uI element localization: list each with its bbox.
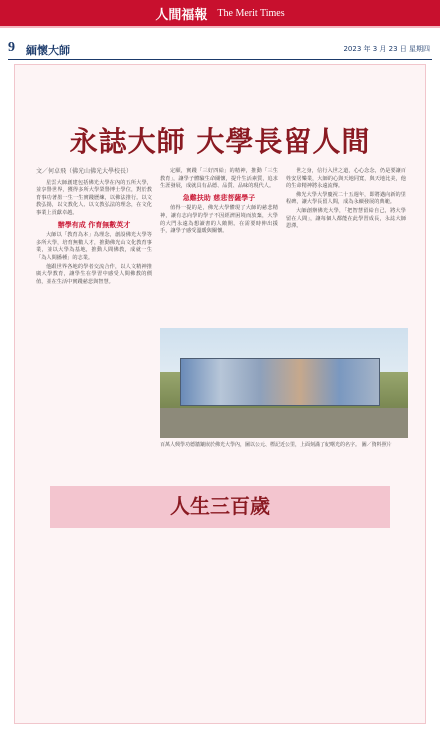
article1-paragraph: 大師創辦佛光大學，「把智慧留給自己，將大學留在人間」，讓每個人都能在此學習成長，永誌大師恩澤。 [286,207,406,230]
publication-name-en: The Merit Times [217,7,285,19]
page-header [0,40,440,58]
article1-byline: 文／何卓飛（佛光山佛光大學校長） [36,168,133,175]
article1-title: 永誌大師 大學長留人間 [69,125,371,158]
page-number: 9 [8,40,15,55]
article1-photo [160,328,408,438]
article1-paragraph: 世之身，信行入世之道，心心念念，仍是要讓百姓安居樂業，大師的心與天地同寬，與天地比美，他的生命精神將永遠流傳。 [286,168,406,190]
masthead-divider [0,26,440,28]
mural-wall-image [180,358,380,406]
article1-column-3 [286,168,406,232]
article1-subhead-1: 辦學有成 作育無數英才 [57,220,131,229]
article1-paragraph: 大師以「教育為本」為理念，創設佛光大學等多所大學，培育無數人才，推動佛光山文化教育事業，並以大學為基地，推動人間佛教，成就一生「為人間播種」的志業。 [36,232,152,261]
article1-column-1 [36,168,152,287]
article1-subhead-2: 急難扶助 慈悲菩薩學子 [182,193,256,202]
article2-title: 人生三百歲 [170,494,270,518]
article1-paragraph: 值得一提的是，佛光大學體現了大師的慈悲精神，讓有志向學的學子不因經濟困境而放棄，大學的大門永遠為想讀書的人敞開。在需要時伸出援手，讓學子感受溫暖與關懷。 [160,205,278,235]
section-title: 緬懷大師 [26,44,70,57]
article1-paragraph: 他跟世界各地的學者交流合作，以人文精神推廣大學教育，讓學生在學習中感受人間佛教的價值，並在生活中實踐慈悲與智慧。 [36,263,152,285]
issue-date: 2023 年 3 月 23 日 星期四 [343,45,430,53]
photo-caption: 百萬人興學功德牆鑲嵌於佛光大學內，圖以公元、標記近公里，上面刻滿了紀曙光的名字。 圖／資料照片 [160,442,392,448]
article1-paragraph: 定願，實踐「三好四給」的精神，推動「三生教育」，讓學子體驗生命關懷，提升生活素質，追求生涯發展，成就具有品德、品質、品味的現代人。 [160,168,278,190]
ground-image [160,408,408,438]
publication-name: 人間福報 [155,7,208,23]
article1-column-2 [160,168,278,237]
header-divider [8,59,432,60]
article1-paragraph: 星雲大師創建包括佛光大學在內的五所大學，並享譽世界，獲得多所大學榮譽博士學位，對於教育事功著墨一生一生實踐歷練，以佛法推行。以文教弘揚，以文教化人、以文教弘法的理念，在文化事業上貢獻卓越。 [36,179,152,216]
article1-paragraph: 佛光大學大學慶祝二十五週年，即將邁向新的里程碑，讓大學長留人間，成為永續發展的典範。 [286,191,406,206]
masthead [0,0,440,26]
